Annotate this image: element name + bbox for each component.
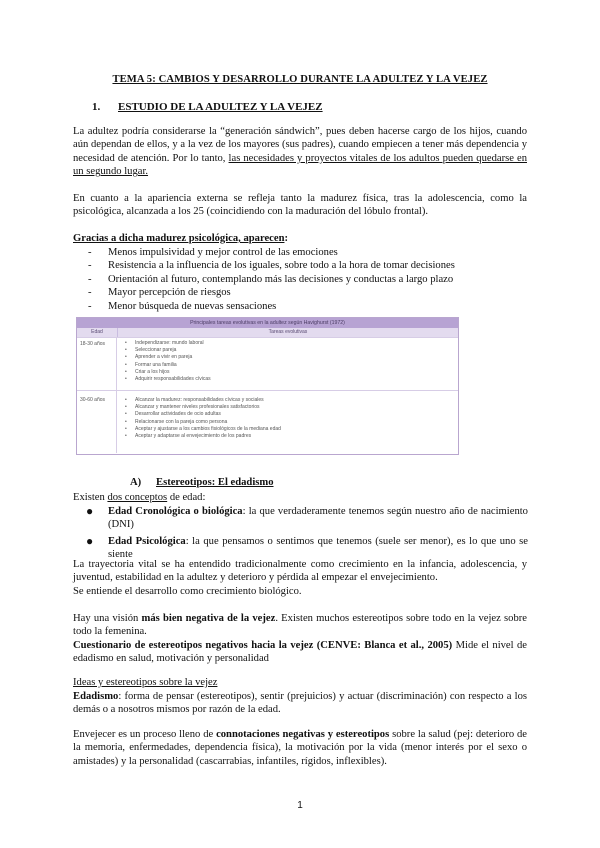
paragraph-trayectoria: La trayectoria vital se ha entendido tradicionalmente como crecimiento en la infancia, adolescencia, y juventud, estabilidad en la adultez y deterioro y pérdida al empezar el envejecimiento. (73, 559, 527, 584)
subsection-label: Estereotipos: El edadismo (156, 477, 274, 488)
paragraph-text: Envejecer es un proceso lleno de (73, 729, 217, 740)
list-item-text: : la que pensamos o sentimos que tenemos (suele ser menor), es lo que uno se siente (108, 535, 528, 561)
task-item: • Independizarse: mundo laboral (135, 340, 458, 347)
list-heading (73, 232, 527, 245)
list-item-text: Menor búsqueda de nuevas sensaciones (108, 300, 277, 312)
task-item: • Desarrollar actividades de ocio adultas (135, 411, 458, 418)
list-item-text: : la que verdaderamente tenemos según nuestro año de nacimiento (DNI) (108, 506, 528, 531)
task-item: • Relacionarse con la pareja como persona (135, 419, 458, 426)
task-item: • Adquirir responsabilidades cívicas (135, 376, 458, 383)
paragraph-bold: Edadismo (73, 691, 119, 702)
paragraph-conceptos (73, 491, 205, 504)
list-heading-tail: : (284, 233, 288, 244)
paragraph-text: Hay una visión (73, 613, 142, 624)
task-item: • Aprender a vivir en pareja (135, 354, 458, 361)
havighurst-table-image (76, 317, 459, 455)
paragraph-underlined: dos conceptos (107, 492, 168, 503)
task-item: • Seleccionar pareja (135, 347, 458, 354)
paragraph-generacion-sandwich (73, 125, 527, 179)
list-item-text: Resistencia a la influencia de los iguales, sobre todo a la hora de tomar decisiones (108, 260, 455, 272)
list-item: - Mayor percepción de riesgos (88, 287, 231, 299)
table-row (77, 337, 458, 390)
list-item: - Resistencia a la influencia de los iguales, sobre todo a la hora de tomar decisiones (88, 260, 455, 272)
paragraph-text: de edad: (167, 492, 206, 503)
paragraph-bold: Cuestionario de estereotipos negativos hacia la vejez (CENVE: Blanca et al., 2005) (73, 640, 453, 651)
paragraph-text: La adultez podría considerarse la “generación sándwich”, pues deben hacerse cargo de los hijos, cuando aún dependan de ellos, y a la vez de los mayores (sus padres), cuando empiecen a tener más dependencia y necesidad de atención. Por lo tanto, (73, 126, 527, 164)
ideas-heading (73, 676, 217, 689)
paragraph-bold: más bien negativa de la vejez (141, 613, 276, 624)
subsection-letter: A) (130, 477, 142, 488)
column-header-tasks: Tareas evolutivas (268, 329, 308, 335)
list-item-term: Edad Cronológica o biológica (108, 506, 243, 517)
column-header-age: Edad (77, 328, 118, 337)
list-item-term: Edad Psicológica (108, 535, 186, 547)
paragraph-apariencia: En cuanto a la apariencia externa se refleja tanto la madurez física, tras la adolescencia, como la psicológica, alcanzada a los 25 (coincidiendo con la maduración del lóbulo frontal). (73, 193, 527, 218)
paragraph-edadismo (73, 690, 527, 717)
paragraph-text: Existen (73, 492, 108, 503)
bullet-dot-icon: ● (86, 533, 94, 548)
row-age: 30-60 años (77, 391, 117, 453)
task-item: • Aceptar y ajustarse a los cambios fisiológicos de la mediana edad (135, 426, 458, 433)
row-tasks (117, 391, 458, 453)
paragraph-text: . Existen muchos estereotipos sobre todo en la vejez sobre todo la femenina. (73, 613, 527, 638)
table-row (77, 390, 458, 453)
paragraph-underlined: las necesidades y proyectos vitales de los adultos pueden quedarse en un segundo lugar. (73, 152, 527, 178)
ideas-heading-text: Ideas y estereotipos sobre la vejez (73, 677, 218, 688)
paragraph-text: Mide el nivel de edadismo en salud, motivación y personalidad (73, 640, 527, 665)
list-item-text: Menos impulsividad y mejor control de las emociones (108, 247, 338, 258)
section-heading (92, 101, 323, 113)
table-header: Principales tareas evolutivas en la adultez según Havighurst (1972) (77, 318, 458, 328)
list-item: - Menos impulsividad y mejor control de las emociones (88, 247, 338, 258)
section-label: ESTUDIO DE LA ADULTEZ Y LA VEJEZ (118, 101, 323, 113)
paragraph-envejecer (73, 728, 527, 768)
paragraph-text: : forma de pensar (estereotipos), sentir (prejuicios) y actuar (discriminación) con respecto a los demás o a nosotros mismos por razón de la edad. (73, 691, 527, 716)
list-item (86, 505, 528, 532)
paragraph-cenve (73, 639, 527, 666)
list-item-text: Mayor percepción de riesgos (108, 287, 231, 299)
list-heading-underlined: Gracias a dicha madurez psicológica, aparecen (73, 233, 285, 244)
age-concepts-list (86, 505, 528, 565)
table-column-headers (77, 328, 458, 337)
paragraph-text: sobre la salud (pej: deterioro de la memoria, enfermedades, dependencia física), la motivación por la vida (menor interés por el sexo o amistades) y la personalidad (cascarrabias, infantiles, rígidos, inflexibles). (73, 729, 528, 767)
maturity-list (88, 246, 528, 313)
list-item-text: Orientación al futuro, contemplando más las decisiones y conductas a largo plazo (108, 273, 454, 285)
list-item: - Menor búsqueda de nuevas sensaciones (88, 300, 277, 312)
task-item: • Alcanzar y mantener niveles profesionales satisfactorios (135, 404, 458, 411)
task-item: • Formar una familia (135, 362, 458, 369)
row-tasks (117, 338, 458, 390)
section-number: 1. (92, 101, 101, 113)
task-item: • Criar a los hijos (135, 369, 458, 376)
task-item: • Alcanzar la madurez: responsabilidades cívicas y sociales (135, 397, 458, 404)
paragraph-vision-negativa (73, 612, 527, 639)
row-age: 18-30 años (77, 338, 117, 390)
paragraph-desarrollo: Se entiende el desarrollo como crecimiento biológico. (73, 586, 302, 597)
bullet-dot-icon: ● (86, 504, 94, 518)
page-number: 1 (297, 800, 303, 811)
task-item: • Aceptar y adaptarse al envejecimiento de los padres (135, 433, 458, 440)
document-title: TEMA 5: CAMBIOS Y DESARROLLO DURANTE LA ADULTEZ Y LA VEJEZ (112, 74, 488, 85)
subsection-heading (130, 477, 274, 488)
paragraph-bold: connotaciones negativas y estereotipos (216, 729, 390, 740)
list-item: - Orientación al futuro, contemplando más las decisiones y conductas a largo plazo (88, 273, 454, 285)
